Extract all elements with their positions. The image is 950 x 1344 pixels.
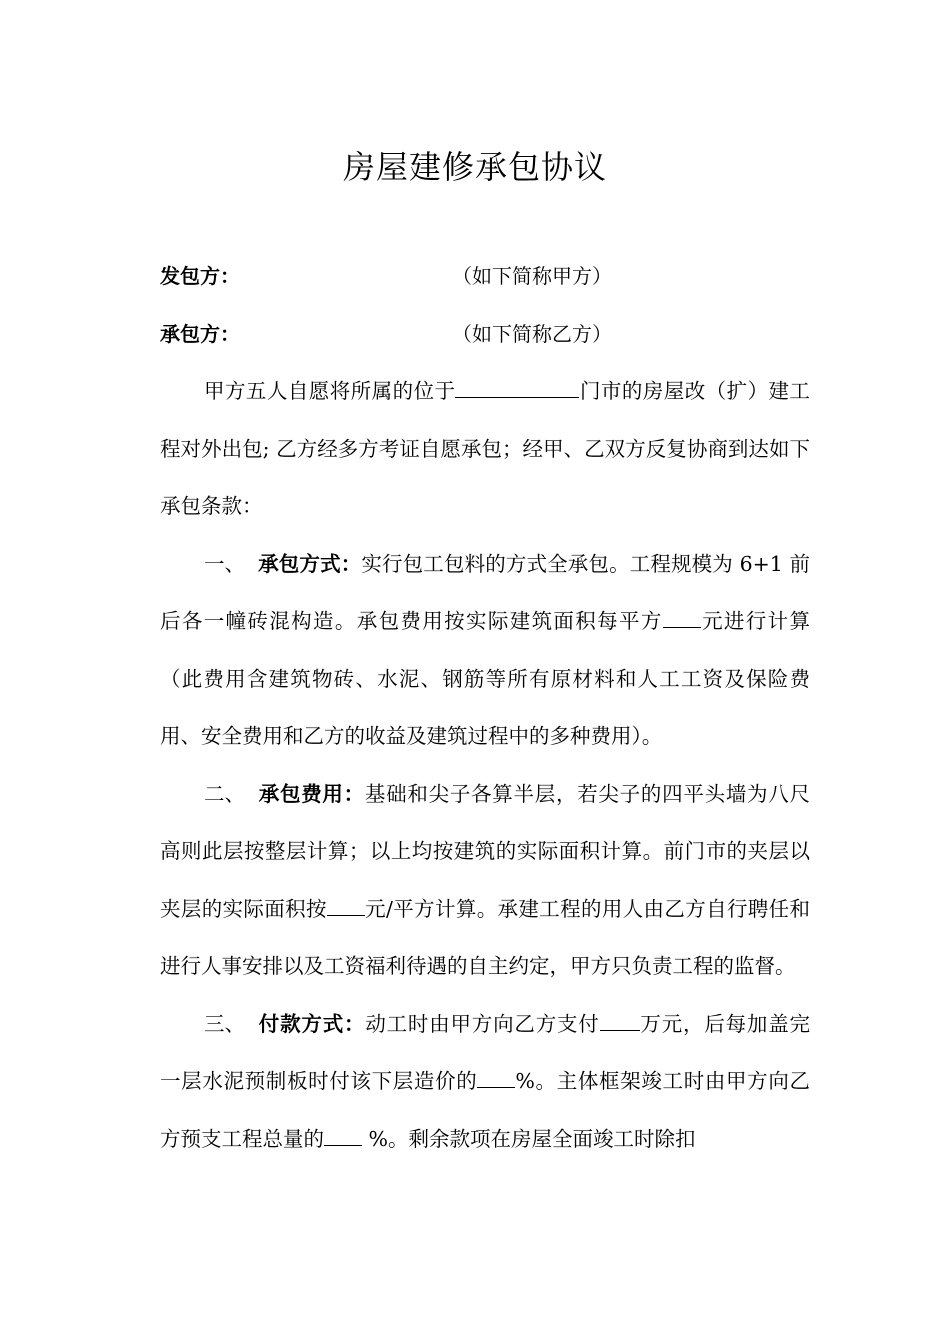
party-label-receiver: 承包方： <box>160 322 240 346</box>
clause-3-number: 三、 <box>204 1011 245 1036</box>
clause-2-text-b: 元/平方计算。承建工程的用人由乙方自行聘任和进行人事安排以及工资福利待遇的自主约定，甲方只负责工程的监督。 <box>160 896 811 978</box>
party-note-receiver: （如下简称乙方） <box>452 322 612 346</box>
clause-3-text-b: 万元，后每加盖完一层水泥预制板时付该下层造价的 <box>160 1011 811 1093</box>
party-contractor-receiver <box>160 320 612 348</box>
floor-payment-percent-blank <box>477 1069 515 1088</box>
clause-3-text-a: 动工时由甲方向乙方支付 <box>365 1011 600 1036</box>
mezzanine-price-blank <box>327 897 365 916</box>
clause-3 <box>160 996 810 1169</box>
initial-payment-blank <box>600 1012 640 1031</box>
clause-2-title: 承包费用： <box>258 781 365 806</box>
party-note-issuer: （如下简称甲方） <box>452 264 612 288</box>
clause-3-title: 付款方式： <box>258 1011 366 1036</box>
intro-paragraph <box>160 363 810 536</box>
clause-2-number: 二、 <box>204 781 245 806</box>
party-contractor-issuer <box>160 262 612 290</box>
frame-payment-percent-blank <box>324 1127 362 1146</box>
document-title: 房屋建修承包协议 <box>342 148 607 186</box>
document-body <box>160 363 810 1168</box>
clause-1-text-a: 实行包工包料的方式全承包。工程规模为 6+1 前后各一幢砖混构造。承包费用按实际建筑面积每平方 <box>160 551 811 633</box>
clause-3-text-d: %。剩余款项在房屋全面竣工时除扣 <box>362 1126 696 1151</box>
clause-2-text-a: 基础和尖子各算半层，若尖子的四平头墙为八尺高则此层按整层计算；以上均按建筑的实际面积计算。前门市的夹层以夹层的实际面积按 <box>160 781 811 921</box>
clause-1-text-b: 元进行计算（此费用含建筑物砖、水泥、钢筋等所有原材料和人工工资及保险费用、安全费用和乙方的收益及建筑过程中的多种费用）。 <box>160 609 811 748</box>
location-blank <box>455 379 579 398</box>
price-per-sqm-blank <box>663 609 701 628</box>
clause-1-title: 承包方式： <box>258 551 362 576</box>
intro-text-2: 门市的房屋改（扩）建工程对外出包; 乙方经多方考证自愿承包；经甲、乙双方反复协商到达如下承包条款： <box>160 379 811 518</box>
party-label-issuer: 发包方： <box>160 264 240 288</box>
clause-1-number: 一、 <box>204 551 245 576</box>
intro-text-1: 甲方五人自愿将所属的位于 <box>204 379 456 403</box>
clause-3-text-c: %。主体框架竣工时由甲方向乙方预支工程总量的 <box>160 1069 810 1151</box>
clause-2 <box>160 766 810 996</box>
clause-1 <box>160 536 810 766</box>
